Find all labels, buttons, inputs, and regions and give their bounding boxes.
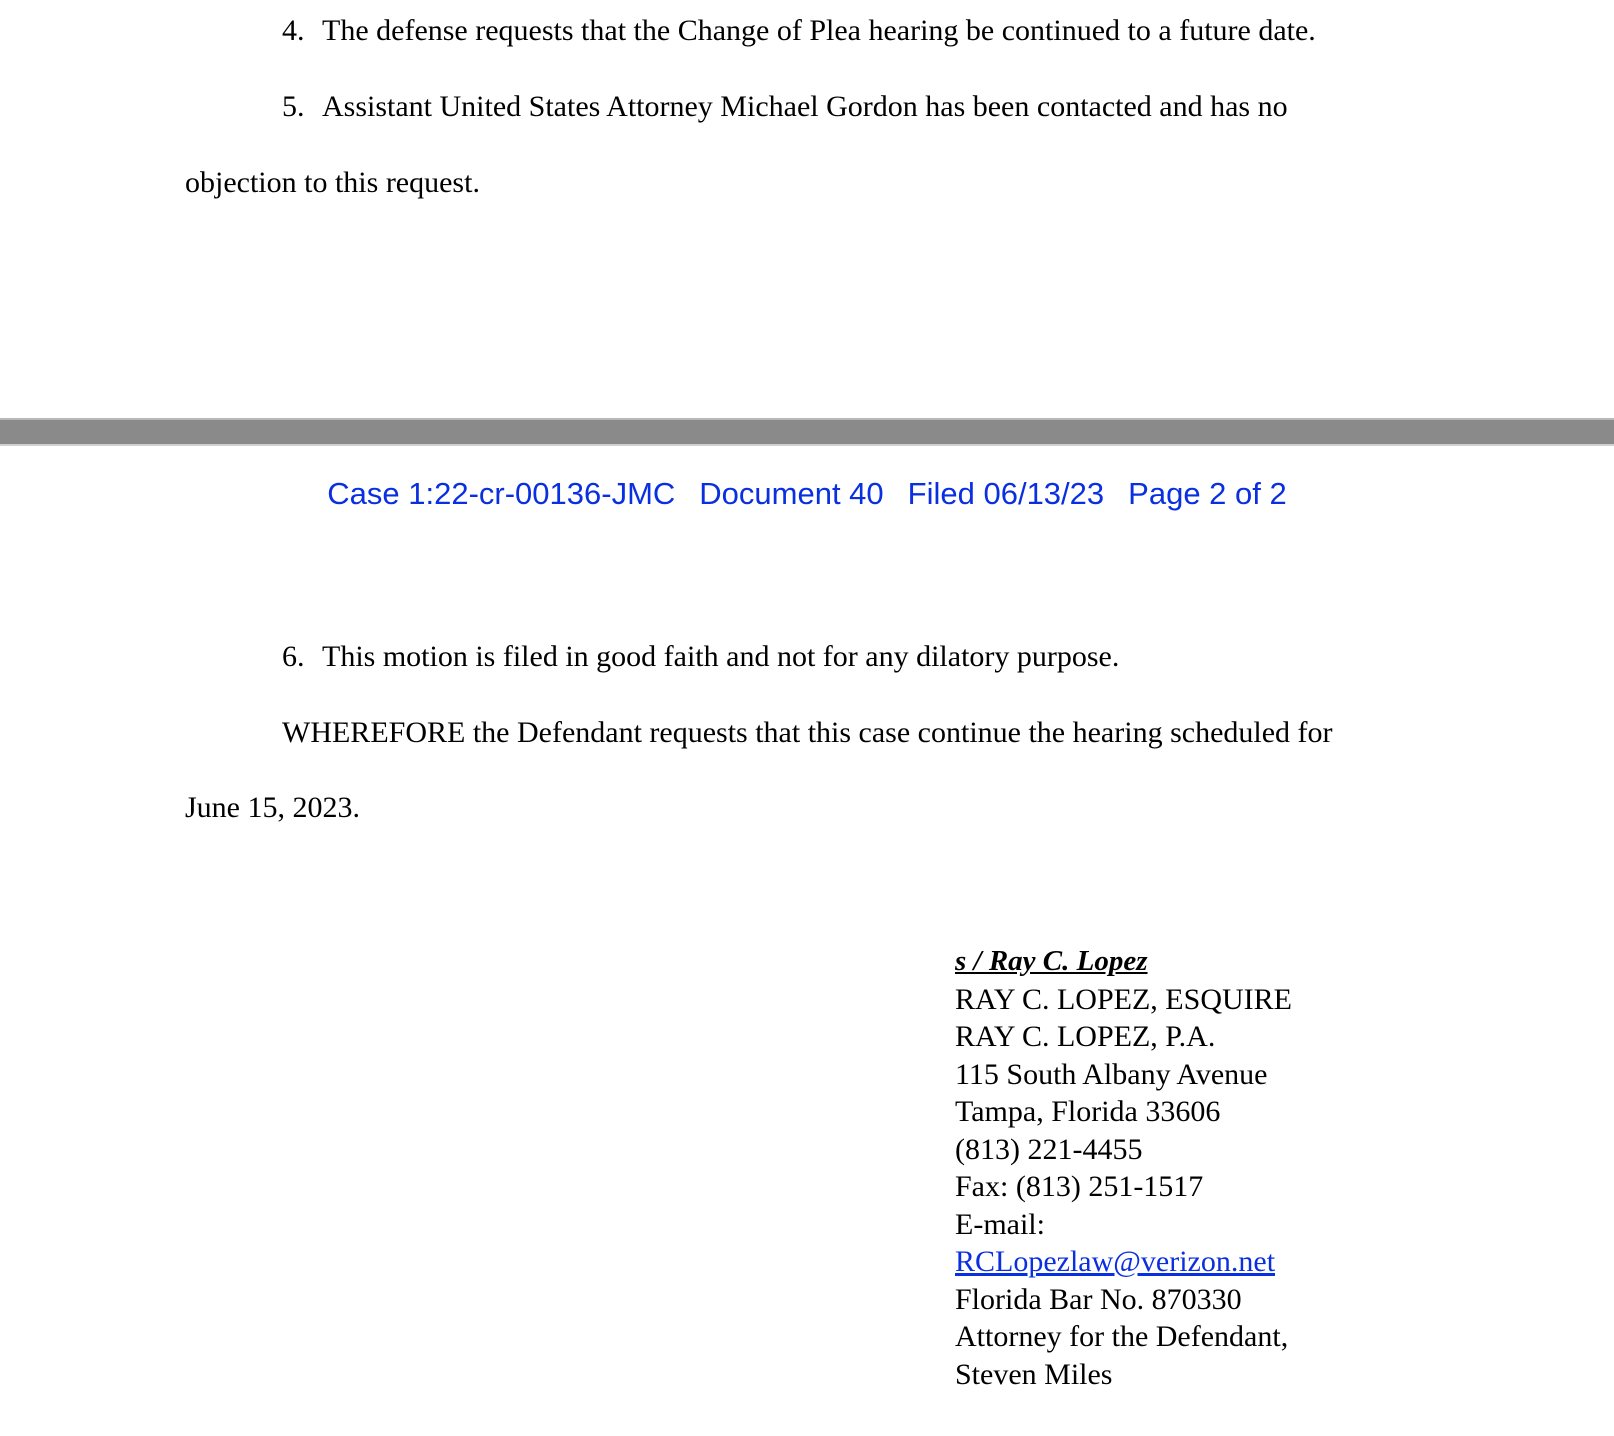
attorney-role: Attorney for the Defendant, xyxy=(955,1320,1289,1353)
wherefore-clause-line1: WHEREFORE the Defendant requests that this case continue the hearing scheduled for xyxy=(282,716,1333,749)
email-label: E-mail: xyxy=(955,1207,1045,1241)
attorney-name: RAY C. LOPEZ, ESQUIRE xyxy=(955,982,1292,1016)
paragraph-6-text: This motion is filed in good faith and not for any dilatory purpose. xyxy=(322,640,1120,673)
document-page-1 xyxy=(0,0,1614,418)
ecf-page-number: Page 2 of 2 xyxy=(1128,476,1287,511)
electronic-signature: s / Ray C. Lopez xyxy=(955,945,1148,977)
paragraph-6 xyxy=(282,640,1119,674)
phone-number: (813) 221-4455 xyxy=(955,1132,1143,1166)
bar-number: Florida Bar No. 870330 xyxy=(955,1282,1242,1316)
paragraph-5-text-line2: objection to this request. xyxy=(185,166,480,199)
city-state-zip: Tampa, Florida 33606 xyxy=(955,1095,1221,1128)
ecf-filed-date: Filed 06/13/23 xyxy=(907,476,1105,511)
ecf-case-number: Case 1:22-cr-00136-JMC xyxy=(327,476,676,511)
paragraph-4-number: 4. xyxy=(282,14,305,47)
page-separator xyxy=(0,418,1614,446)
paragraph-5-text-line1: Assistant United States Attorney Michael Gordon has been contacted and has no xyxy=(322,90,1288,123)
email-link[interactable]: RCLopezlaw@verizon.net xyxy=(955,1245,1276,1278)
ecf-document-number: Document 40 xyxy=(699,476,884,511)
paragraph-4 xyxy=(282,14,1316,48)
document-page-2 xyxy=(0,446,1614,1436)
paragraph-4-text: The defense requests that the Change of Plea hearing be continued to a future date. xyxy=(322,14,1316,47)
ecf-header xyxy=(0,476,1614,512)
signature-block xyxy=(955,943,1292,1393)
paragraph-5-number: 5. xyxy=(282,90,305,123)
fax-number: Fax: (813) 251-1517 xyxy=(955,1170,1204,1203)
street-address: 115 South Albany Avenue xyxy=(955,1057,1268,1091)
paragraph-6-number: 6. xyxy=(282,640,305,673)
client-name: Steven Miles xyxy=(955,1357,1113,1391)
law-firm: RAY C. LOPEZ, P.A. xyxy=(955,1020,1216,1053)
paragraph-5 xyxy=(282,90,1288,124)
wherefore-clause-line2: June 15, 2023. xyxy=(185,791,360,824)
